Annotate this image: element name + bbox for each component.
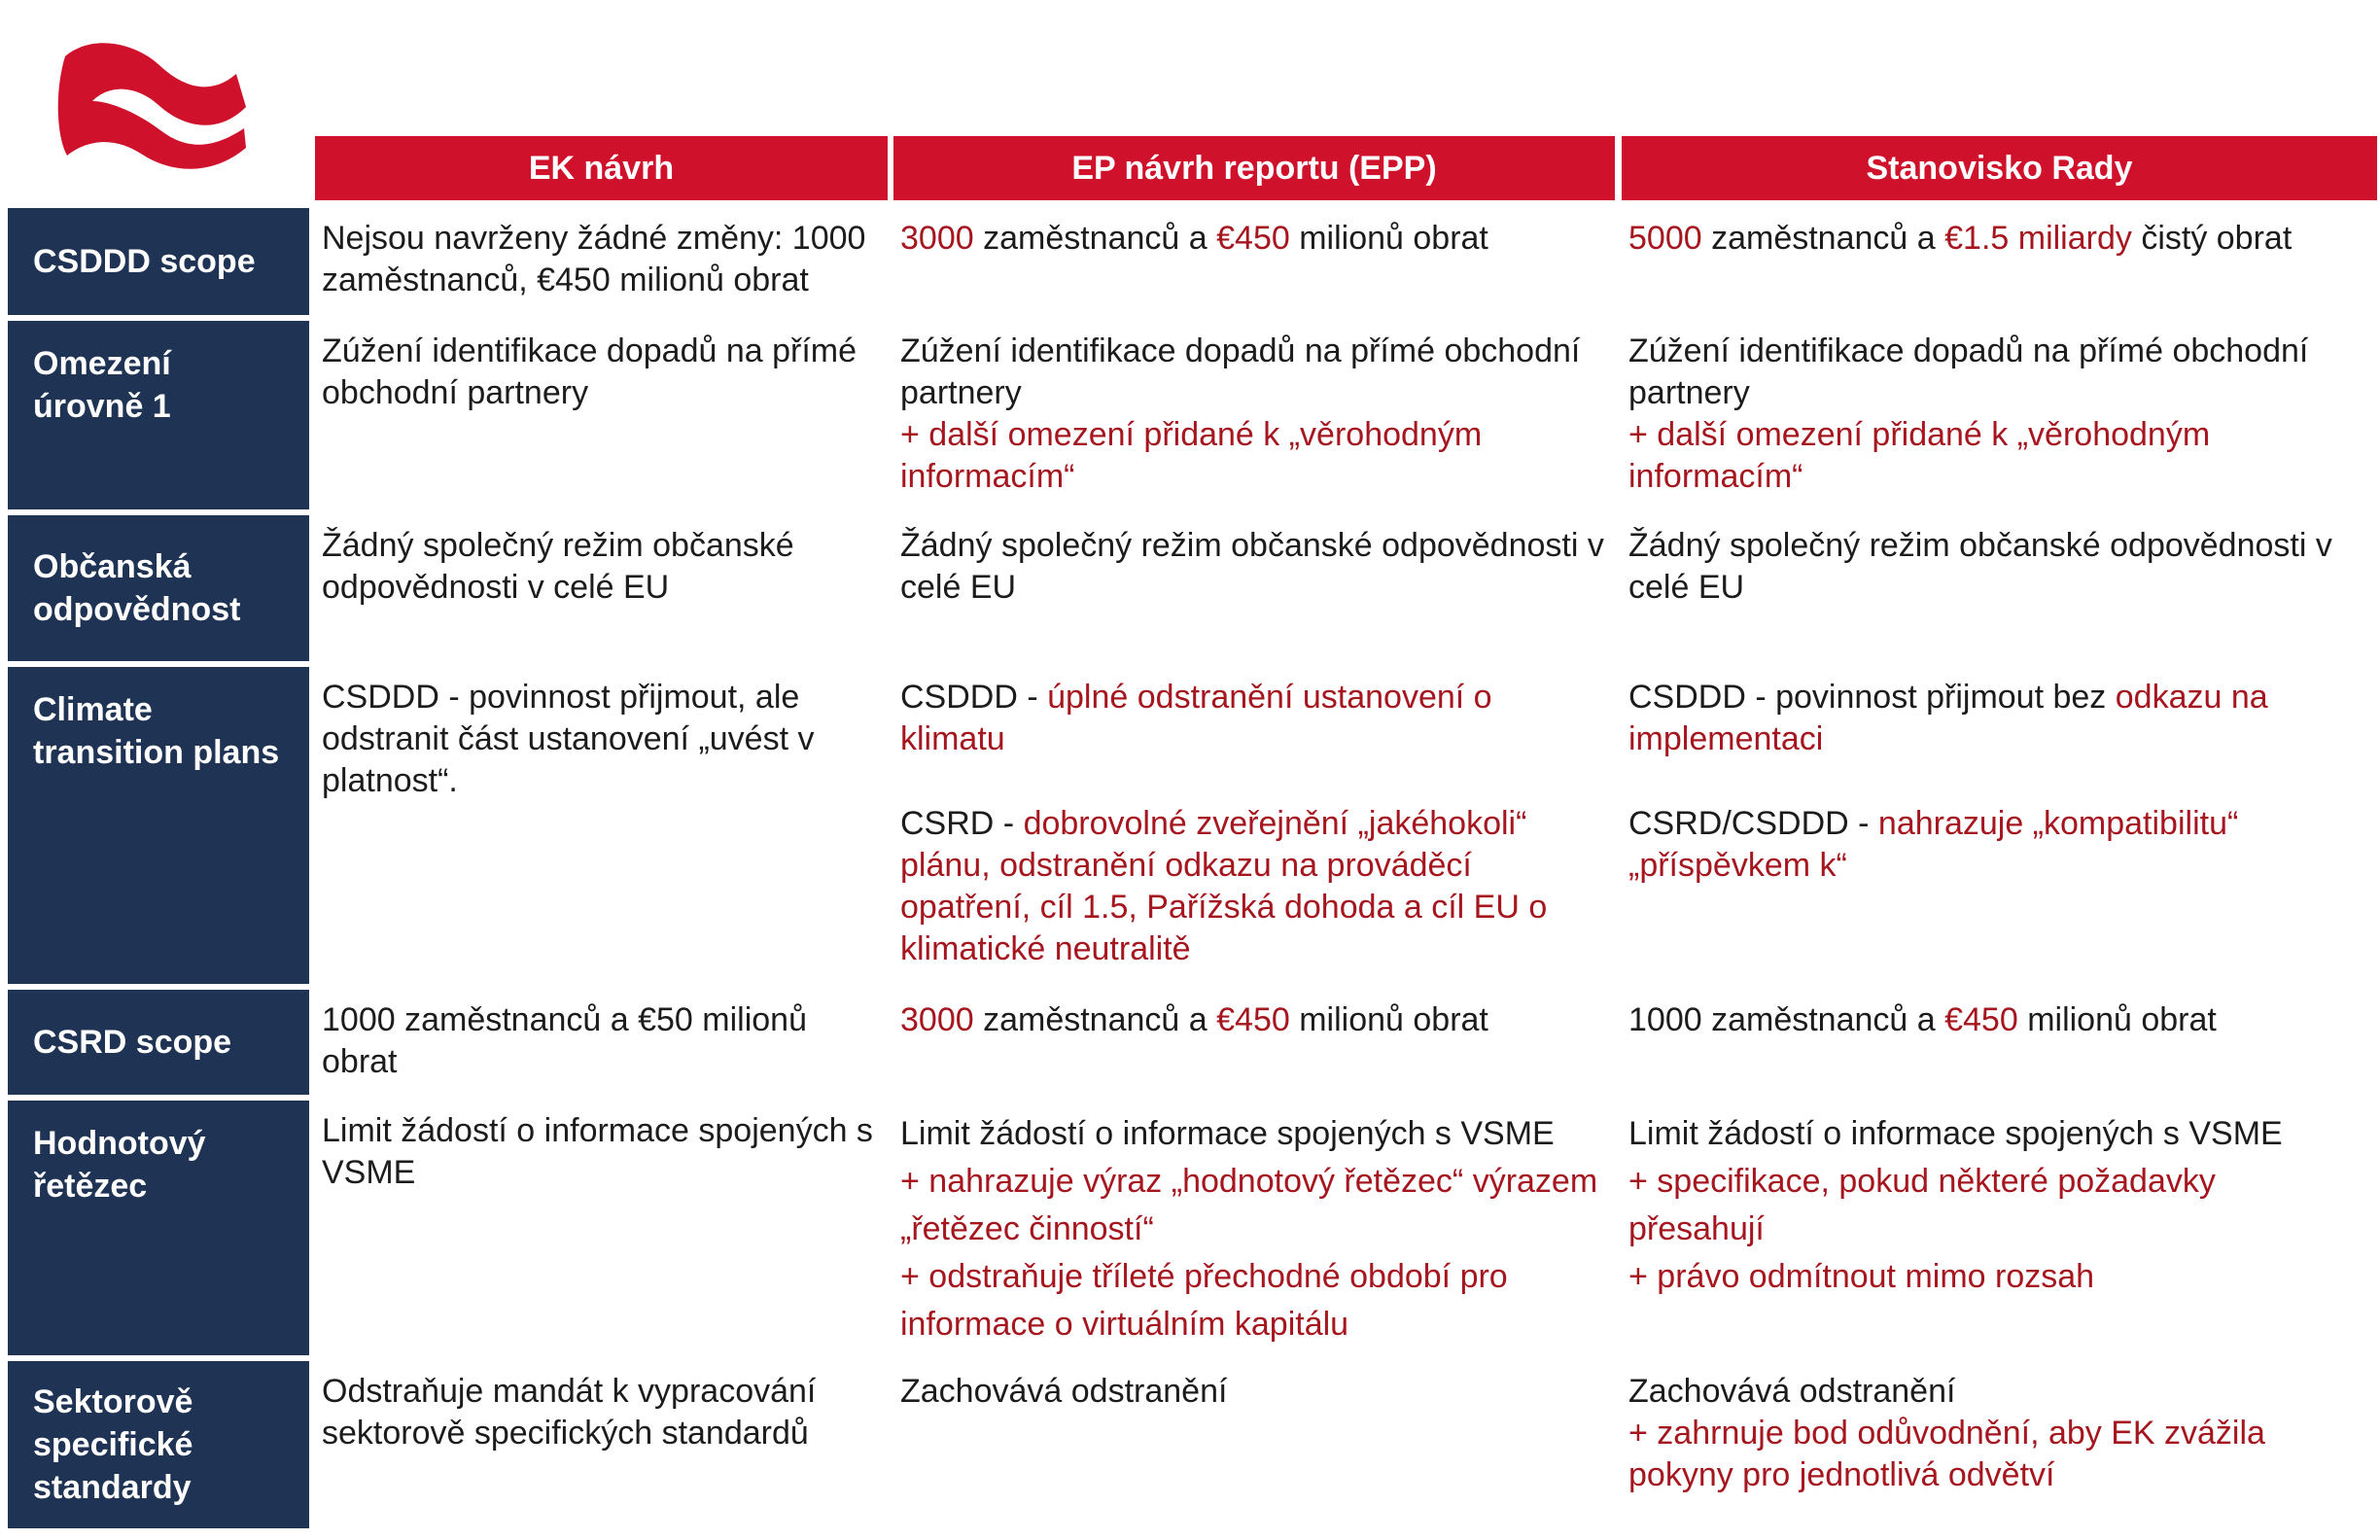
cell-text: zaměstnanců a <box>973 1001 1217 1038</box>
table-cell-ep <box>900 331 1605 498</box>
cell-paragraph <box>1628 803 2348 887</box>
cell-text: milionů obrat <box>1289 220 1488 257</box>
row-header-label: CSDDD scope <box>33 243 256 280</box>
cell-paragraph <box>1628 1371 2348 1413</box>
table-cell-ek <box>322 999 886 1083</box>
cell-paragraph <box>322 218 886 301</box>
cell-paragraph <box>900 414 1605 498</box>
table-cell-rada <box>1628 1371 2348 1496</box>
row-header-label: Omezení úrovně 1 <box>33 345 171 425</box>
cell-text: milionů obrat <box>1289 1001 1488 1038</box>
cell-paragraph <box>900 218 1605 260</box>
table-cell-ek <box>322 525 886 609</box>
table-cell-rada <box>1628 331 2348 498</box>
cell-text: Nejsou navrženy žádné změny: 1000 zaměstnanců, €450 milionů obrat <box>322 220 866 298</box>
row-header <box>8 321 309 509</box>
brand-wave-logo <box>53 39 258 175</box>
cell-text: Zachovává odstranění <box>900 1373 1228 1410</box>
table-cell-ek <box>322 1371 886 1454</box>
cell-paragraph <box>900 1371 1605 1413</box>
row-header <box>8 1101 309 1355</box>
cell-paragraph <box>1628 999 2348 1041</box>
column-header-ek: EK návrh <box>315 136 888 200</box>
table-cell-rada <box>1628 525 2348 609</box>
highlighted-text: 3000 <box>900 220 974 257</box>
table-cell-ep <box>900 1110 1605 1348</box>
cell-paragraph <box>322 677 886 802</box>
row-header <box>8 667 309 984</box>
cell-paragraph <box>322 1371 886 1454</box>
cell-paragraph <box>900 1158 1605 1253</box>
cell-paragraph <box>1628 218 2348 260</box>
cell-paragraph <box>1628 331 2348 414</box>
cell-text: čistý obrat <box>2131 220 2292 257</box>
cell-text: Zúžení identifikace dopadů na přímé obchodní partnery <box>322 332 858 411</box>
cell-text: Limit žádostí o informace spojených s VSME <box>1628 1115 2283 1152</box>
cell-paragraph <box>322 1110 886 1194</box>
row-header-label: Climate transition plans <box>33 691 280 771</box>
cell-paragraph <box>900 525 1605 609</box>
cell-text: Žádný společný režim občanské odpovědnosti v celé EU <box>1628 527 2332 606</box>
highlighted-text: €450 <box>1216 220 1290 257</box>
highlighted-text: nahrazuje „kompatibilitu“ „příspěvkem k“ <box>1628 805 2239 884</box>
highlighted-text: + nahrazuje výraz „hodnotový řetězec“ výrazem „řetězec činností“ <box>900 1163 1598 1247</box>
cell-text: Žádný společný režim občanské odpovědnosti v celé EU <box>900 527 1604 606</box>
column-header-ep: EP návrh reportu (EPP) <box>893 136 1615 200</box>
highlighted-text: + další omezení přidané k „věrohodným informacím“ <box>900 416 1483 495</box>
highlighted-text: 5000 <box>1628 220 1702 257</box>
cell-text: CSDDD - povinnost přijmout, ale odstranit část ustanovení „uvést v platnost“. <box>322 679 815 799</box>
cell-paragraph <box>322 999 886 1083</box>
table-cell-ek <box>322 1110 886 1194</box>
cell-text: zaměstnanců a <box>973 220 1217 257</box>
cell-paragraph <box>1628 525 2348 609</box>
highlighted-text: 3000 <box>900 1001 974 1038</box>
cell-text: Zúžení identifikace dopadů na přímé obchodní partnery <box>1628 332 2309 411</box>
cell-text: Žádný společný režim občanské odpovědnosti v celé EU <box>322 527 794 606</box>
cell-text: Limit žádostí o informace spojených s VSME <box>900 1115 1555 1152</box>
table-cell-ek <box>322 218 886 301</box>
table-cell-ek <box>322 677 886 802</box>
cell-text: CSRD - <box>900 805 1024 842</box>
cell-text: Odstraňuje mandát k vypracování sektorově specifických standardů <box>322 1373 817 1452</box>
cell-text: CSRD/CSDDD - <box>1628 805 1878 842</box>
row-header <box>8 515 309 661</box>
row-header-label: Občanská odpovědnost <box>33 548 241 628</box>
cell-paragraph <box>900 803 1605 970</box>
cell-text: milionů obrat <box>2017 1001 2217 1038</box>
table-cell-ep <box>900 677 1605 970</box>
cell-text: 1000 zaměstnanců a <box>1628 1001 1945 1038</box>
highlighted-text: + další omezení přidané k „věrohodným informacím“ <box>1628 416 2211 495</box>
row-header-label: Sektorově specifické standardy <box>33 1383 193 1506</box>
cell-paragraph <box>322 331 886 414</box>
cell-paragraph <box>900 331 1605 414</box>
table-cell-ep <box>900 525 1605 609</box>
highlighted-text: €450 <box>1216 1001 1290 1038</box>
table-cell-rada <box>1628 677 2348 887</box>
table-cell-ep <box>900 218 1605 260</box>
highlighted-text: €1.5 miliardy <box>1944 220 2132 257</box>
row-header <box>8 208 309 315</box>
row-header <box>8 990 309 1095</box>
cell-paragraph <box>900 999 1605 1041</box>
cell-paragraph <box>1628 1110 2348 1158</box>
cell-paragraph <box>900 1253 1605 1348</box>
cell-paragraph <box>322 525 886 609</box>
highlighted-text: + zahrnuje bod odůvodnění, aby EK zvážila pokyny pro jednotlivá odvětví <box>1628 1415 2265 1493</box>
table-cell-rada <box>1628 999 2348 1041</box>
cell-paragraph <box>1628 677 2348 760</box>
highlighted-text: + právo odmítnout mimo rozsah <box>1628 1258 2095 1295</box>
highlighted-text: €450 <box>1944 1001 2018 1038</box>
highlighted-text: odkazu na implementaci <box>1628 679 2268 757</box>
table-cell-rada <box>1628 1110 2348 1301</box>
column-header-rada: Stanovisko Rady <box>1622 136 2377 200</box>
cell-paragraph <box>1628 414 2348 498</box>
table-cell-ek <box>322 331 886 414</box>
cell-text: CSDDD - povinnost přijmout bez <box>1628 679 2116 716</box>
table-cell-rada <box>1628 218 2348 260</box>
highlighted-text: + odstraňuje tříleté přechodné období pro informace o virtuálním kapitálu <box>900 1258 1508 1343</box>
cell-text: Zachovává odstranění <box>1628 1373 1956 1410</box>
cell-text: 1000 zaměstnanců a €50 milionů obrat <box>322 1001 807 1080</box>
row-header-label: Hodnotový řetězec <box>33 1125 206 1205</box>
cell-paragraph <box>1628 1413 2348 1496</box>
row-header-label: CSRD scope <box>33 1024 232 1061</box>
cell-text: zaměstnanců a <box>1701 220 1945 257</box>
cell-text: Limit žádostí o informace spojených s VSME <box>322 1112 873 1191</box>
cell-text: Zúžení identifikace dopadů na přímé obchodní partnery <box>900 332 1581 411</box>
cell-paragraph <box>900 677 1605 760</box>
row-header <box>8 1361 309 1528</box>
highlighted-text: dobrovolné zveřejnění „jakéhokoli“ plánu, odstranění odkazu na prováděcí opatření, cíl 1.5, Pařížská dohoda a cíl EU o klimatické neutralitě <box>900 805 1548 967</box>
cell-paragraph <box>1628 1253 2348 1301</box>
highlighted-text: úplné odstranění ustanovení o klimatu <box>900 679 1492 757</box>
cell-paragraph <box>1628 1158 2348 1253</box>
highlighted-text: + specifikace, pokud některé požadavky přesahují <box>1628 1163 2216 1247</box>
cell-paragraph <box>900 1110 1605 1158</box>
table-cell-ep <box>900 999 1605 1041</box>
table-cell-ep <box>900 1371 1605 1413</box>
cell-text: CSDDD - <box>900 679 1048 716</box>
